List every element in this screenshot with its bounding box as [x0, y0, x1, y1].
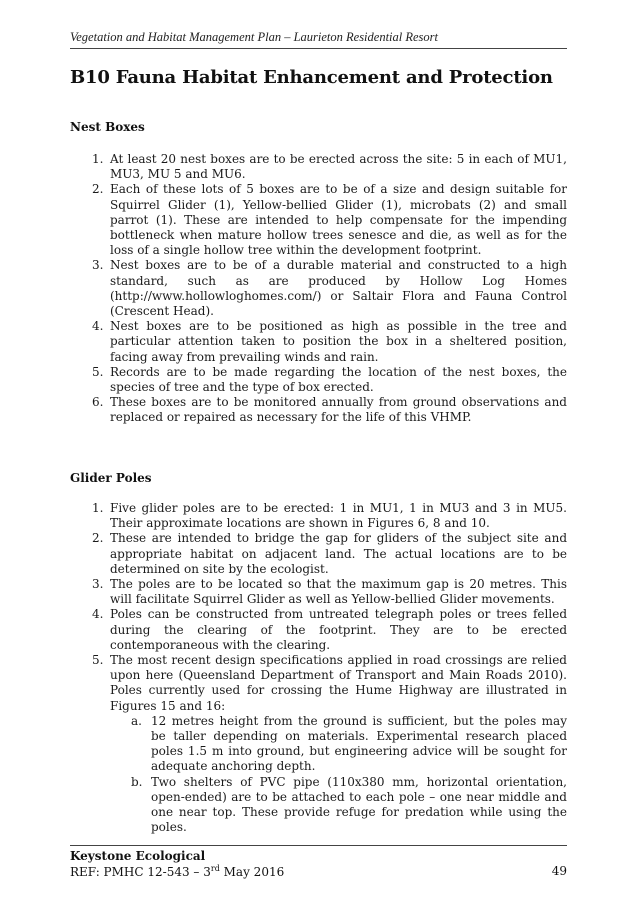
- list-item: [70, 607, 567, 653]
- list-item-number: 3.: [92, 577, 104, 592]
- footer-ref-suffix: May 2016: [219, 865, 285, 879]
- list-item-text: Nest boxes are to be positioned as high as possible in the tree and particular attention taken to position the box in a sheltered position, facing away from prevailing winds and rain.: [110, 319, 567, 364]
- sub-list: [110, 714, 567, 836]
- list-item-text: Nest boxes are to be of a durable material and constructed to a high standard, such as are produced by Hollow Log Homes (http://www.hollowloghomes.com/) or Saltair Flora and Fauna Control (Crescent Head).: [110, 258, 567, 319]
- list-item-text: Five glider poles are to be erected: 1 in MU1, 1 in MU3 and 3 in MU5. Their approximate locations are shown in Figures 6, 8 and 10.: [110, 501, 567, 531]
- glider-poles-heading: Glider Poles: [70, 471, 152, 485]
- list-item-text: Records are to be made regarding the location of the nest boxes, the species of tree and the type of box erected.: [110, 364, 567, 395]
- list-item: [70, 653, 567, 835]
- list-item: [70, 501, 567, 531]
- list-item-number: 4.: [92, 319, 104, 334]
- footer-organisation: Keystone Ecological: [70, 849, 206, 863]
- list-item-number: 3.: [92, 258, 104, 273]
- nest-boxes-heading: Nest Boxes: [70, 120, 145, 134]
- glider-poles-list: [70, 501, 567, 835]
- header-rule: [70, 48, 567, 49]
- list-item-number: 4.: [92, 607, 104, 622]
- sub-list-item-letter: a.: [131, 713, 142, 728]
- list-item-text: These are intended to bridge the gap for gliders of the subject site and appropriate habitat on adjacent land. The actual locations are to be determined on site by the ecologist.: [110, 531, 567, 576]
- list-item: [70, 319, 567, 365]
- list-item: [70, 152, 567, 182]
- list-item-text: These boxes are to be monitored annually from ground observations and replaced or repaired as necessary for the life of this VHMP.: [110, 395, 567, 425]
- list-item-number: 5.: [92, 364, 104, 379]
- list-item-text: At least 20 nest boxes are to be erected across the site: 5 in each of MU1, MU3, MU 5 and MU6.: [110, 152, 567, 182]
- list-item: [70, 365, 567, 395]
- footer-rule: [70, 845, 567, 846]
- list-item-number: 5.: [92, 653, 104, 668]
- sub-list-item: [111, 775, 567, 836]
- list-item-number: 1.: [92, 501, 104, 515]
- sub-list-item-text: 12 metres height from the ground is sufficient, but the poles may be taller depending on materials. Experimental research placed poles 1.5 m into ground, but engineering advice will be sought for adequate anchoring depth.: [151, 713, 567, 774]
- list-item: [70, 531, 567, 577]
- section-title: B10 Fauna Habitat Enhancement and Protection: [70, 67, 553, 88]
- list-item-number: 1.: [92, 152, 104, 166]
- list-item-text: Poles can be constructed from untreated telegraph poles or trees felled during the clearing of the footprint. They are to be erected contemporaneous with the clearing.: [110, 607, 567, 652]
- sub-list-item-text: Two shelters of PVC pipe (110x380 mm, horizontal orientation, open-ended) are to be attached to each pole – one near middle and one near top. These provide refuge for predation while using the poles.: [151, 774, 567, 835]
- list-item-number: 6.: [92, 395, 104, 410]
- sub-list-item-letter: b.: [131, 774, 143, 789]
- list-item: [70, 395, 567, 425]
- list-item-number: 2.: [92, 531, 104, 546]
- list-item-text: The poles are to be located so that the maximum gap is 20 metres. This will facilitate Squirrel Glider as well as Yellow-bellied Glider movements.: [110, 577, 567, 607]
- footer-ref-prefix: REF: PMHC 12-543 – 3: [70, 865, 211, 879]
- sub-list-item: [111, 714, 567, 775]
- list-item-text: The most recent design specifications applied in road crossings are relied upon here (Queensland Department of Transport and Main Roads 2010). Poles currently used for crossing the Hume Highway are illustrated in Figures 15 and 16:: [110, 653, 567, 713]
- footer-ref-ordinal: rd: [210, 864, 220, 873]
- page-number: 49: [551, 864, 567, 878]
- list-item: [70, 577, 567, 607]
- nest-boxes-list: [70, 152, 567, 426]
- list-item-number: 2.: [92, 182, 104, 197]
- list-item-text: Each of these lots of 5 boxes are to be of a size and design suitable for Squirrel Glider (1), Yellow-bellied Glider (1), microbats (2) and small parrot (1). These are intended to help compensate for the impending bottleneck when mature hollow trees senesce and die, as well as for the loss of a single hollow tree within the development footprint.: [110, 182, 567, 258]
- list-item: [70, 182, 567, 258]
- footer-reference: [70, 864, 284, 879]
- list-item: [70, 258, 567, 319]
- running-header: Vegetation and Habitat Management Plan – Laurieton Residential Resort: [70, 30, 439, 44]
